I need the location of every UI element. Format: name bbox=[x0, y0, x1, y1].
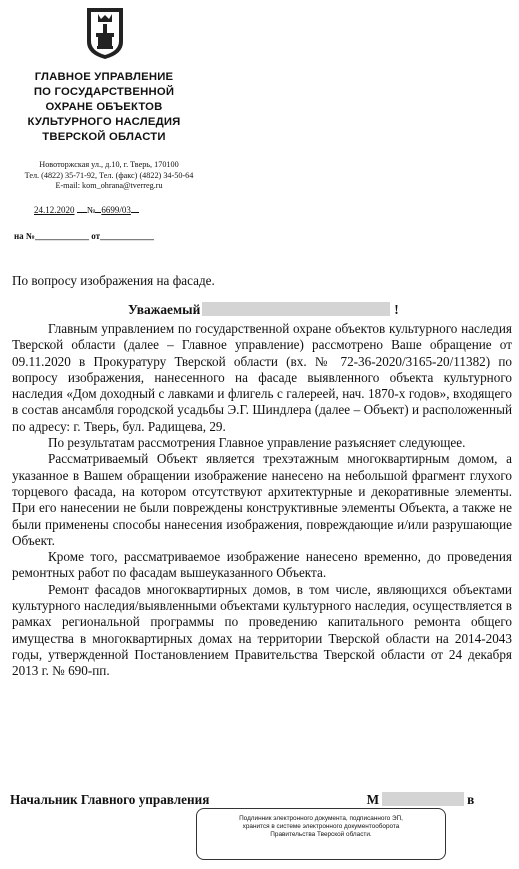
signature-initial: М bbox=[366, 792, 380, 807]
agency-line: КУЛЬТУРНОГО НАСЛЕДИЯ bbox=[27, 116, 181, 128]
electronic-signature-stamp bbox=[196, 808, 446, 860]
stamp-line: хранится в системе электронного документооборота bbox=[242, 823, 400, 831]
paragraph: По результатам рассмотрения Главное управление разъясняет следующее. bbox=[48, 435, 466, 451]
letter-body bbox=[12, 321, 512, 680]
agency-line: ГЛАВНОЕ УПРАВЛЕНИЕ bbox=[34, 71, 174, 83]
contact-block bbox=[6, 160, 212, 192]
phones: Тел. (4822) 35-71-92, Тел. (факс) (4822) 34-50-64 bbox=[24, 170, 194, 180]
registration-number: 6699/03 bbox=[101, 205, 131, 215]
signature-end: в bbox=[467, 792, 475, 807]
paragraph: Ремонт фасадов многоквартирных домов, в том числе, являющихся объектами культурного наследия/выявленными объектами культурного наследия, осуществляется в рамках региональной программы по проведению капитального ремонта общего имущества в многоквартирных домах на территории Тверской области на 2014-2043 годы, утвержденной Постановлением Правительства Тверской области от 24 декабря 2013 г. № 690-пп. bbox=[12, 581, 512, 679]
stamp-line: Подлинник электронного документа, подписанного ЭП, bbox=[239, 815, 403, 822]
agency-line: ПО ГОСУДАРСТВЕННОЙ bbox=[33, 86, 175, 98]
greeting-prefix: Уважаемый bbox=[128, 302, 201, 317]
redacted-signer bbox=[382, 792, 464, 806]
signature-title: Начальник Главного управления bbox=[10, 792, 210, 807]
reference-from-blank: ____________ bbox=[100, 231, 155, 241]
greeting-suffix: ! bbox=[394, 302, 399, 317]
coat-of-arms-icon bbox=[84, 6, 126, 60]
registration-line bbox=[34, 205, 139, 215]
subject-line: По вопросу изображения на фасаде. bbox=[12, 273, 215, 288]
agency-name bbox=[18, 70, 190, 145]
stamp-line: Правительства Тверской области. bbox=[270, 831, 372, 839]
paragraph: Рассматриваемый Объект является трехэтажным многоквартирным домом, а указанное в Вашем обращении изображение нанесено на небольшой фрагмент глухого торцевого фасада, на котором отсутствуют архитектурные и декоративные элементы. При его нанесении не были повреждены конструктивные элементы Объекта, а также не были применены способы нанесения изображения, повреждающие и/или разрушающие Объект. bbox=[12, 451, 512, 548]
registration-date: 24.12.2020 bbox=[34, 205, 75, 215]
address: Новоторжская ул., д.10, г. Тверь, 170100 bbox=[39, 160, 179, 169]
agency-line: ТВЕРСКОЙ ОБЛАСТИ bbox=[42, 131, 166, 143]
email: E-mail: kom_ohrana@tverreg.ru bbox=[55, 181, 163, 190]
paragraph: Кроме того, рассматриваемое изображение нанесено временно, до проведения ремонтных работ по фасадам вышеуказанного Объекта. bbox=[12, 549, 512, 581]
greeting bbox=[128, 302, 399, 318]
signature-line bbox=[10, 792, 474, 808]
reference-line bbox=[14, 231, 154, 241]
reference-blank: ____________ bbox=[34, 231, 89, 241]
redacted-name bbox=[202, 302, 390, 316]
agency-line: ОХРАНЕ ОБЪЕКТОВ bbox=[45, 101, 163, 113]
registration-number-label: № bbox=[86, 205, 96, 215]
reference-label: на № bbox=[14, 231, 35, 241]
reference-from-label: от bbox=[91, 231, 101, 241]
paragraph: Главным управлением по государственной охране объектов культурного наследия Тверской области (далее – Главное управление) рассмотрено Ваше обращение от 09.11.2020 в Прокуратуру Тверской области (вх. № 72-36-2020/3165-20/11382) по вопросу изображения, нанесенного на фасаде выявленного объекта культурного наследия «Дом доходный с лавками и флигель с галереей, нач. 1870-х годов», входящего в состав ансамбля городской усадьбы Э.Г. Шиндлера (далее – Объект) и расположенный по адресу: г. Тверь, бул. Радищева, 29. bbox=[12, 321, 512, 434]
